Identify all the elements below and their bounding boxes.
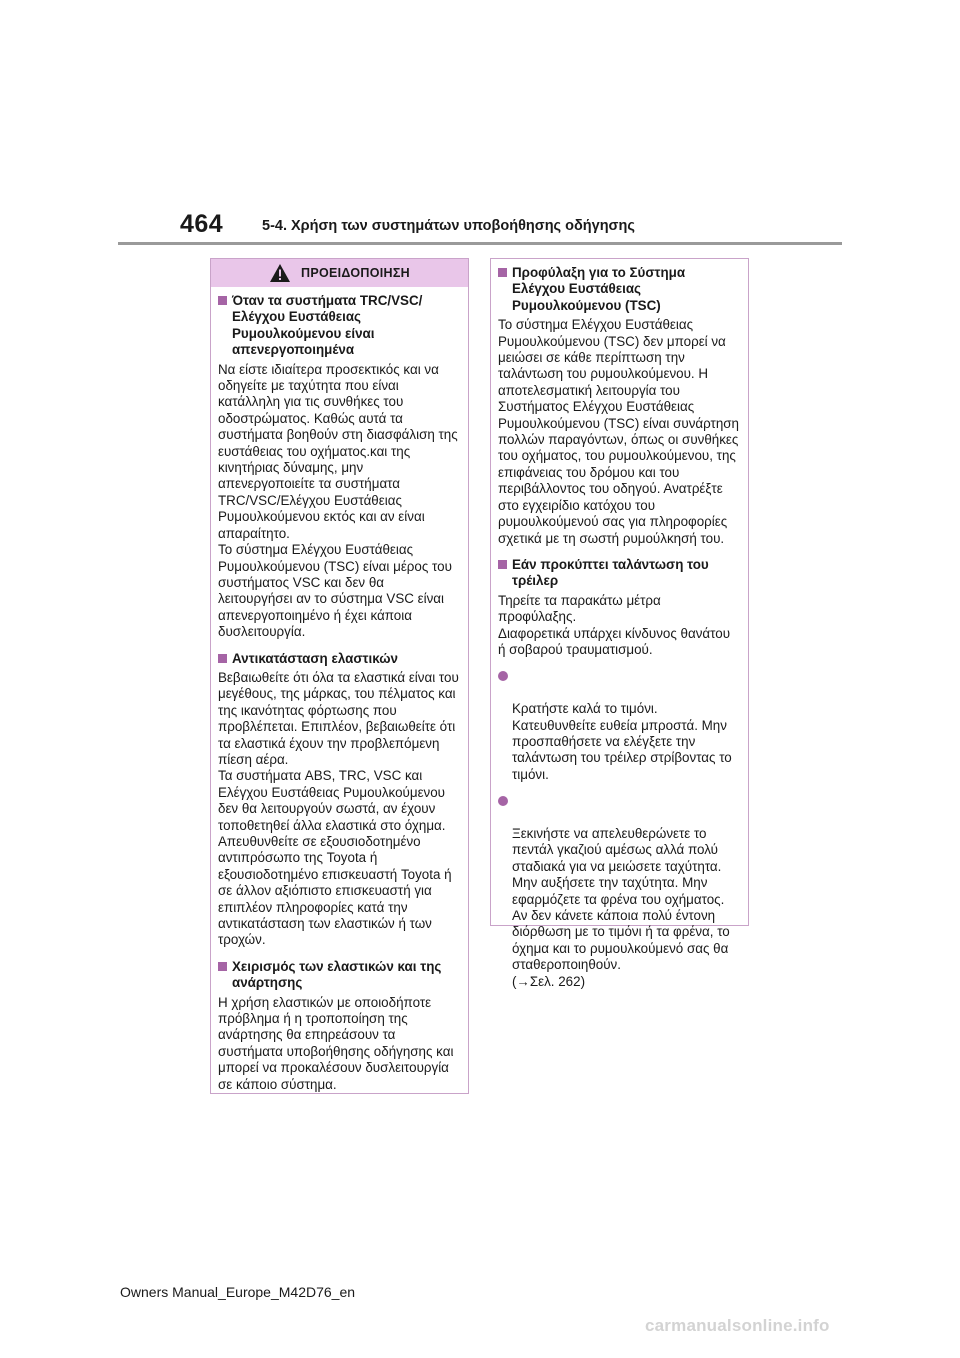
round-bullet-icon (498, 796, 508, 806)
round-bullet-icon (498, 671, 508, 681)
heading-tire-replacement: Αντικατάσταση ελαστικών (218, 651, 461, 667)
list-item: Ξεκινήστε να απελευθερώνετε το πεντάλ γκαζιού αμέσως αλλά πολύ σταδιακά για να μειώσετε ταχύτητα. Μην αυξήσετε την ταχύτητα. Μην εφαρμόζετε τα φρένα του οχήματος. Αν δεν κάνετε κάποια πολύ έντονη διόρθωση με το τιμόνι ή τα φρένα, το όχημα και το ρυμουλκούμενό σας θα σταθεροποιηθούν. (→Σελ. 262) (498, 793, 741, 990)
warning-triangle-icon (269, 263, 291, 283)
heading-systems-disabled: Όταν τα συστήματα TRC/VSC/Ελέγχου Ευστάθειας Ρυμουλκούμενου είναι απενεργοποιημένα (218, 293, 461, 359)
list-item: Κρατήστε καλά το τιμόνι. Κατευθυνθείτε ευθεία μπροστά. Μην προσπαθήσετε να ελέγξετε την ταλάντωση του τρέιλερ στρίβοντας το τιμόνι. (498, 668, 741, 783)
square-bullet-icon (218, 296, 227, 305)
warning-body (211, 287, 468, 1093)
footer-manual-name: Owners Manual_Europe_M42D76_en (120, 1284, 356, 1300)
warning-box-continued (490, 258, 749, 989)
warning-header (211, 259, 468, 287)
square-bullet-icon (498, 268, 507, 277)
warning-title: ΠΡΟΕΙΔΟΠΟΙΗΣΗ (301, 265, 410, 280)
square-bullet-icon (218, 654, 227, 663)
heading-tsc-precaution: Προφύλαξη για το Σύστημα Ελέγχου Ευστάθειας Ρυμουλκούμενου (TSC) (498, 265, 741, 314)
section-title: 5-4. Χρήση των συστημάτων υποβοήθησης οδήγησης (262, 218, 635, 234)
header-rule (118, 242, 842, 245)
text-systems-disabled: Να είστε ιδιαίτερα προσεκτικός και να οδηγείτε με ταχύτητα που είναι κατάλληλη για τις συνθήκες του οδοστρώματος. Καθώς αυτά τα συστήματα βοηθούν στη διασφάλιση της ευστάθειας του οχήματος.και της κινητήριας δύναμης, μην απενεργοποιείτε τα συστήματα TRC/VSC/Ελέγχου Ευστάθειας Ρυμουλκούμενου εκτός και αν είναι απαραίτητο. Το σύστημα Ελέγχου Ευστάθειας Ρυμουλκούμενου (TSC) είναι μέρος του συστήματος VSC και δεν θα λειτουργήσει αν το σύστημα VSC είναι απενεργοποιημένο ή έχει κάποια δυσλειτουργία. (218, 361, 458, 640)
warning-body-continued (491, 259, 748, 990)
watermark: carmanualsonline.info (645, 1316, 830, 1335)
text-tire-suspension-handling: Η χρήση ελαστικών με οποιοδήποτε πρόβλημα ή η τροποποίηση της ανάρτησης θα επηρεάσουν τα συστήματα υποβοήθησης οδήγησης και μπορεί να προκαλέσουν δυσλειτουργία σε κάποιο σύστημα. (218, 994, 454, 1092)
heading-trailer-sway: Εάν προκύπτει ταλάντωση του τρέιλερ (498, 557, 741, 590)
text-trailer-sway: Τηρείτε τα παρακάτω μέτρα προφύλαξης. Διαφορετικά υπάρχει κίνδυνος θανάτου ή σοβαρού τραυματισμού. (498, 592, 731, 657)
text-tire-replacement: Βεβαιωθείτε ότι όλα τα ελαστικά είναι του μεγέθους, της μάρκας, του πέλματος και της ικανότητας φόρτωσης που προβλέπεται. Επιπλέον, βεβαιωθείτε ότι τα ελαστικά έχουν την προβλεπόμενη πίεση αέρα. Τα συστήματα ABS, TRC, VSC και Ελέγχου Ευστάθειας Ρυμουλκούμενου δεν θα λειτουργούν σωστά, αν έχουν τοποθετηθεί άλλα ελαστικά στο όχημα. Απευθυνθείτε σε εξουσιοδοτημένο αντιπρόσωπο της Toyota ή εξουσιοδοτημένο επισκευαστή Toyota ή σε άλλον αξιόπιστο επισκευαστή για επιπλέον πληροφορίες κατά την αντικατάσταση των ελαστικών ή των τροχών. (218, 669, 459, 948)
square-bullet-icon (498, 560, 507, 569)
square-bullet-icon (218, 962, 227, 971)
text-tsc-precaution: Το σύστημα Ελέγχου Ευστάθειας Ρυμουλκούμενου (TSC) δεν μπορεί να μειώσει σε κάθε περίπτωση την ταλάντωση του ρυμουλκούμενου. Η αποτελεσματική λειτουργία του Συστήματος Ελέγχου Ευστάθειας Ρυμουλκούμενου (TSC) είναι συνάρτηση πολλών παραγόντων, όπως οι συνθήκες του οχήματος, του ρυμουλκούμενου, της επιφάνειας του δρόμου και του περιβάλλοντος του οδηγού. Ανατρέξτε στο εγχειρίδιο κατόχου του ρυμουλκούμενού σας για πληροφορίες σχετικά με τη σωστή ρυμούλκησή του. (498, 317, 740, 546)
page-number: 464 (180, 210, 224, 238)
warning-box (210, 258, 469, 1094)
heading-tire-suspension-handling: Χειρισμός των ελαστικών και της ανάρτησης (218, 959, 461, 992)
